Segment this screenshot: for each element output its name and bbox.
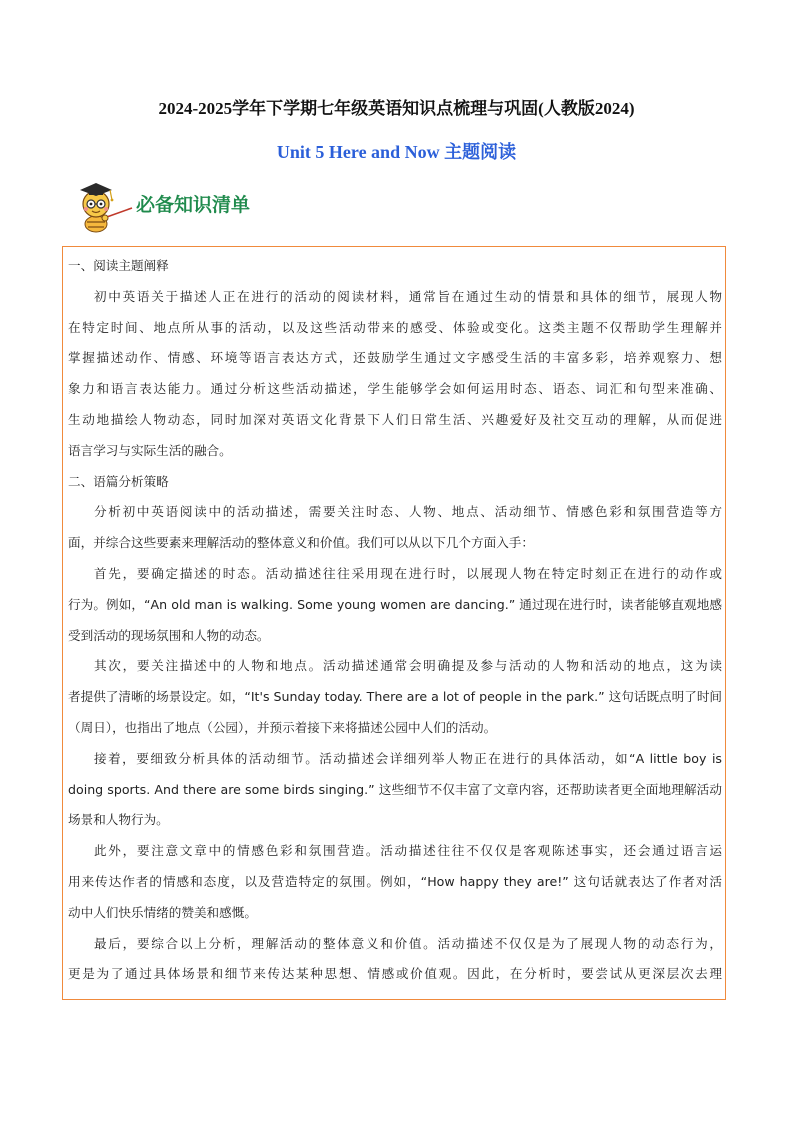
content-text	[68, 251, 722, 990]
heading-analysis-strategy: 二、语篇分析策略	[68, 473, 169, 489]
paragraph-line: 最后，要综合以上分析，理解活动的整体意义和价值。活动描述不仅仅是为了展现人物的动态行为，	[94, 935, 722, 951]
paragraph-line: 掌握描述动作、情感、环境等语言表达方式，还鼓励学生通过文字感受生活的丰富多彩，培养观察力、想	[68, 350, 722, 366]
paragraph-line: 语言学习与实际生活的融合。	[68, 442, 232, 458]
paragraph-line: 其次，要关注描述中的人物和地点。活动描述通常会明确提及参与活动的人物和活动的地点，这为读	[94, 658, 722, 674]
paragraph-line: 初中英语关于描述人正在进行的活动的阅读材料，通常旨在通过生动的情景和具体的细节，展现人物	[94, 288, 722, 304]
paragraph-line: 象力和语言表达能力。通过分析这些活动描述，学生能够学会如何运用时态、语态、词汇和句型来准确、	[68, 381, 722, 397]
paragraph-line: 用来传达作者的情感和态度，以及营造特定的氛围。例如，“How happy they are!” 这句话就表达了作者对活	[68, 873, 722, 889]
paragraph-line: 受到活动的现场氛围和人物的动态。	[68, 627, 270, 643]
paragraph-line: 动中人们快乐情绪的赞美和感慨。	[68, 904, 257, 920]
scholar-bee-mascot-icon	[74, 178, 134, 234]
paragraph-line: （周日），也指出了地点（公园），并预示着接下来将描述公园中人们的活动。	[68, 719, 497, 735]
paragraph-line: doing sports. And there are some birds singing.” 这些细节不仅丰富了文章内容，还帮助读者更全面地理解活动	[68, 781, 722, 797]
paragraph-line: 者提供了清晰的场景设定。如，“It's Sunday today. There are a lot of people in the park.” 这句话既点明了时间	[68, 689, 722, 705]
paragraph-line: 行为。例如，“An old man is walking. Some young women are dancing.” 通过现在进行时，读者能够直观地感	[68, 596, 722, 612]
paragraph-line: 首先，要确定描述的时态。活动描述往往采用现在进行时，以展现人物在特定时刻正在进行的动作或	[94, 565, 722, 581]
paragraph-line: 此外，要注意文章中的情感色彩和氛围营造。活动描述往往不仅仅是客观陈述事实，还会通过语言运	[94, 843, 722, 859]
document-title: 2024-2025学年下学期七年级英语知识点梳理与巩固(人教版2024)	[158, 99, 635, 118]
section-header	[74, 178, 334, 234]
heading-reading-theme: 一、阅读主题阐释	[68, 258, 169, 273]
document-subtitle: Unit 5 Here and Now 主题阅读	[276, 142, 517, 162]
paragraph-line: 接着，要细致分析具体的活动细节。活动描述会详细列举人物正在进行的具体活动，如“A little boy is	[94, 750, 722, 766]
paragraph-line: 更是为了通过具体场景和细节来传达某种思想、情感或价值观。因此，在分析时，要尝试从更深层次去理	[68, 966, 722, 982]
paragraph-line: 在特定时间、地点所从事的活动，以及这些活动带来的感受、体验或变化。这类主题不仅帮助学生理解并	[68, 319, 722, 335]
paragraph-line: 分析初中英语阅读中的活动描述，需要关注时态、人物、地点、活动细节、情感色彩和氛围营造等方	[94, 504, 722, 520]
paragraph-line: 生动地描绘人物动态，同时加深对英语文化背景下人们日常生活、兴趣爱好及社交互动的理解，从而促进	[68, 411, 722, 427]
content-box	[62, 246, 726, 1000]
paragraph-line: 场景和人物行为。	[68, 812, 169, 828]
paragraph-line: 面，并综合这些要素来理解活动的整体意义和价值。我们可以从以下几个方面入手：	[68, 535, 534, 551]
section-label: 必备知识清单	[136, 194, 251, 216]
